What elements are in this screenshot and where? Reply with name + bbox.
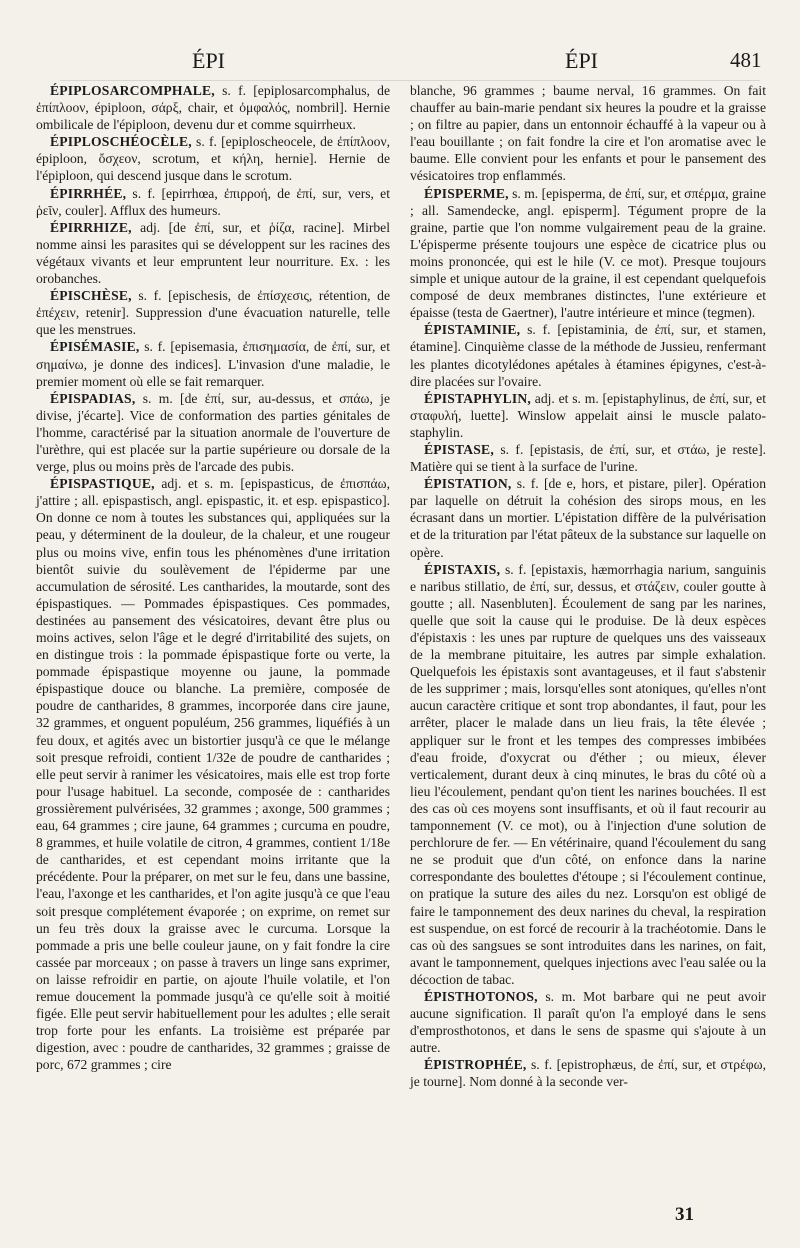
signature-mark: 31 xyxy=(675,1204,694,1225)
headword: ÉPIRRHIZE, xyxy=(50,219,132,235)
entry-epirrhize xyxy=(36,219,390,287)
left-column xyxy=(36,82,390,1073)
entry-text: s. f. [epistaxis, hæmorrhagia narium, sanguinis e naribus stillatio, de ἐπί, sur, dessus, et στάζειν, couler goutte à goutte ; all. Nasenbluten]. Écoulement de sang par les narines, quelle que soit la cause qui le produise. De là deux espèces d'épistaxis : les unes par rupture de quelques uns des vaisseaux de la membrane pituitaire, les autres par simple exhalation. Quelquefois les épistaxis sont avantageuses, et il faut s'abstenir de les supprimer ; mais, lorsqu'elles sont atoniques, qu'elles n'ont aucun caractère critique et sont trop abondantes, il faut, pour les arrêter, placer le malade dans un lieu frais, la tête élevée ; appliquer sur le front et les tempes des compresses imbibées d'eau froide, d'oxycrat ou d'éther ; ou mieux, élever verticalement, durant deux à cinq minutes, le bras du côté où a lieu l'écoulement, pendant qu'on tient les narines bouchées. Il est des cas où ces moyens sont insuffisants, et où il faut recourir au tamponnement (V. ce mot), ou à l'injection d'une solution de perchlorure de fer. — En vétérinaire, quand l'écoulement du sang ne se produit que d'un côté, on enfonce dans la narine correspondante des boulettes d'étoupe ; si l'écoulement continue, on pratique la suture des ailes du nez. Lorsqu'on est obligé de faire le tamponnement des deux narines du cheval, la respiration est suspendue, on est forcé de recourir à la trachéotomie. Dans le cas où des sangsues se sont introduites dans les narines, on fait, avant le tamponnement, quelques injections avec l'eau salée ou la décoction de tabac. xyxy=(410,561,766,987)
entry-episthotonos xyxy=(410,988,766,1056)
entry-episemasie xyxy=(36,338,390,389)
page-number: 481 xyxy=(730,48,762,72)
headword: ÉPISPERME, xyxy=(424,185,509,201)
entry-continuation xyxy=(410,82,766,185)
entry-epistase xyxy=(410,441,766,475)
headword: ÉPISTAMINIE, xyxy=(424,322,521,338)
entry-text: s. m. [episperma, de ἐπί, sur, et σπέρμα, graine ; all. Samendecke, angl. episperm]. Tégument propre de la graine, partie que l'on nomme vulgairement peau de la graine. L'épisperme présente toujours une espèce de cicatrice plus ou moins prononcée, qui est le hile (V. ce mot). Presque toujours simple et unique autour de la graine, il est cependant quelquefois composé de deux membranes distinctes, l'une extérieure et épaisse (testa de Gaertner), l'autre intérieure et mince (tegmen). xyxy=(410,185,766,321)
headword: ÉPISTASE, xyxy=(424,441,494,457)
header-rule xyxy=(60,80,760,81)
entry-text: adj. [de ἐπί, sur, et ῥίζα, racine]. Mirbel nomme ainsi les parasites qui se développent sur les racines des végétaux vivants et leur empruntent leur nourriture. Ex. : les orobanches. xyxy=(36,219,390,287)
entry-epispastique xyxy=(36,475,390,1073)
entry-text: s. f. [epistaminia, de ἐπί, sur, et stamen, étamine]. Cinquième classe de la méthode de Jussieu, renfermant les plantes dicotylédones apétales à étamines épigynes, c'est-à-dire placées sur l'ovaire. xyxy=(410,322,766,389)
entry-text: s. f. [epischesis, de ἐπίσχεσις, rétention, de ἐπέχειν, retenir]. Suppression d'une évacuation naturelle, telle que les menstrues. xyxy=(36,288,390,338)
entry-text: blanche, 96 grammes ; baume nerval, 16 grammes. On fait chauffer au bain-marie pendant six heures la poudre et la graisse ; on filtre au papier, dans un entonnoir échauffé à la vapeur ou à l'eau bouillante ; on fait fondre la cire et l'on aromatise avec le baume. Elle convient pour les enfants et pour le pansement des vésicatoires trop enflammés. xyxy=(410,83,766,184)
headword: ÉPISÉMASIE, xyxy=(50,339,140,355)
entry-epistaxis xyxy=(410,561,766,988)
headword: ÉPISTATION, xyxy=(424,476,512,492)
entry-text: s. f. [epiplosarcomphalus, de ἐπίπλοον, épiploon, σάρξ, chair, et ὀμφαλός, nombril]. Hernie ombilicale de l'épiploon, devenu dur et comme squirrheux. xyxy=(36,83,390,133)
headword: ÉPIPLOSARCOMPHALE, xyxy=(50,83,215,98)
running-head-right: ÉPI xyxy=(565,48,598,73)
entry-epiploscheocele xyxy=(36,133,390,184)
entry-text: s. m. [de ἐπί, sur, au-dessus, et σπάω, je divise, j'écarte]. Vice de conformation des parties génitales de l'homme, caractérisé par la situation anormale de l'ouverture de l'urèthre, qui est placée sur la partie supérieure ou dorsale de la verge, plus ou moins près de l'arcade des pubis. xyxy=(36,390,390,475)
headword: ÉPISTHOTONOS, xyxy=(424,988,538,1004)
entry-epiplosarcomphale xyxy=(36,82,390,133)
entry-text: s. f. [de e, hors, et pistare, piler]. Opération par laquelle on détruit la cohésion des sirops mous, en les écrasant dans un mortier. L'épistation diffère de la pulvérisation et de la trituration par l'état pâteux de la substance sur laquelle on opère. xyxy=(410,476,766,560)
running-head xyxy=(0,48,800,78)
running-head-left: ÉPI xyxy=(192,48,225,73)
entry-text: s. f. [epistasis, de ἐπί, sur, et στάω, je reste]. Matière qui se tient à la surface de l'urine. xyxy=(410,441,766,475)
entry-epischese xyxy=(36,287,390,338)
entry-epirrhee xyxy=(36,185,390,219)
entry-text: adj. et s. m. [epistaphylinus, de ἐπί, sur, et σταφυλή, luette]. Winslow appelait ainsi le muscle palato-staphylin. xyxy=(410,390,766,440)
entry-epispadias xyxy=(36,390,390,475)
headword: ÉPISPASTIQUE, xyxy=(50,476,155,492)
right-column xyxy=(410,82,766,1091)
headword: ÉPISTROPHÉE, xyxy=(424,1057,527,1073)
entry-text: s. f. [epirrhœa, ἐπιρροή, de ἐπί, sur, vers, et ῥεῖν, couler]. Afflux des humeurs. xyxy=(36,185,390,218)
entry-text: s. f. [epistrophæus, de ἐπί, sur, et στρέφω, je tourne]. Nom donné à la seconde ver- xyxy=(410,1057,766,1090)
entry-epistaminie xyxy=(410,321,766,389)
headword: ÉPIRRHÉE, xyxy=(50,185,127,201)
headword: ÉPIPLOSCHÉOCÈLE, xyxy=(50,134,192,150)
headword: ÉPISPADIAS, xyxy=(50,390,136,406)
headword: ÉPISTAPHYLIN, xyxy=(424,390,531,406)
entry-episperme xyxy=(410,185,766,322)
entry-text: adj. et s. m. [epispasticus, de ἐπισπάω, j'attire ; all. epispastisch, angl. epispastic, it. et esp. epispastico]. On donne ce nom à toutes les substances qui, appliquées sur la peau, y déterminent de la douleur, de la chaleur, et une rougeur plus ou moins vive, enfin tous les phénomènes d'une irritation bientôt suivie du soulèvement de l'épiderme par une accumulation de sérosité. Les cantharides, la moutarde, sont des épispastiques. — Pommades épispastiques. Ces pommades, destinées au pansement des vésicatoires, devant être plus ou moins actives, selon l'âge et le degré d'irritabilité des sujets, on en distingue trois : la pommade épispastique forte ou verte, la pommade épispastique moyenne ou jaune, la pommade épispastique douce ou blanche. La première, composée de poudre de cantharides, 8 grammes, incorporée dans cire jaune, 32 grammes, et onguent populéum, 256 grammes, liquéfiés à un feu doux, et agités avec un bistortier jusqu'à ce que le mélange soit presque refroidi, contient 1/32e de poudre de cantharides ; elle peut servir à ranimer les vésicatoires, mais elle est trop forte pour l'usage habituel. La seconde, composée de : cantharides grossièrement pulvérisées, 32 grammes ; axonge, 500 grammes ; eau, 64 grammes ; cire jaune, 64 grammes ; curcuma en poudre, 8 grammes, et huile volatile de citron, 4 grammes, contient 1/18e de cantharides, et est cependant moins irritante que la précédente. Pour la préparer, on met sur le feu, dans une bassine, l'eau, l'axonge et les cantharides, et l'on agite jusqu'à ce que l'eau soit presque complétement évaporée ; on exprime, on remet sur un feu très doux la graisse avec le curcuma. Lorsque la pommade a pris une belle couleur jaune, on y fait fondre la cire cassée par morceaux ; on passe à travers un linge sans exprimer, on laisse refroidir en partie, on ajoute l'huile volatile, et l'on remue doucement la pommade jusqu'à ce qu'elle soit à moitié figée. Elle peut servir habituellement pour les adultes ; elle serait trop forte pour les enfants. La troisième est préparée par digestion, avec : poudre de cantharides, 32 grammes ; graisse de porc, 672 grammes ; cire xyxy=(36,476,390,1073)
entry-epistation xyxy=(410,475,766,560)
entry-text: s. f. [epiploscheocele, de ἐπίπλοον, épiploon, ὄσχεον, scrotum, et κήλη, hernie]. Hernie de l'épiploon, qui descend jusque dans le scrotum. xyxy=(36,134,390,184)
entry-text: s. f. [episemasia, ἐπισημασία, de ἐπί, sur, et σημαίνω, je donne des indices]. L'invasion d'une maladie, le premier moment où elle se fait remarquer. xyxy=(36,339,390,389)
entry-text: s. m. Mot barbare qui ne peut avoir aucune signification. Il paraît qu'on l'a employé dans le sens d'emprosthotonos, et dans le sens de spasme qui s'ajoute à un autre. xyxy=(410,988,766,1056)
headword: ÉPISCHÈSE, xyxy=(50,288,132,304)
entry-epistaphylin xyxy=(410,390,766,441)
headword: ÉPISTAXIS, xyxy=(424,561,501,577)
entry-epistrophee xyxy=(410,1056,766,1090)
